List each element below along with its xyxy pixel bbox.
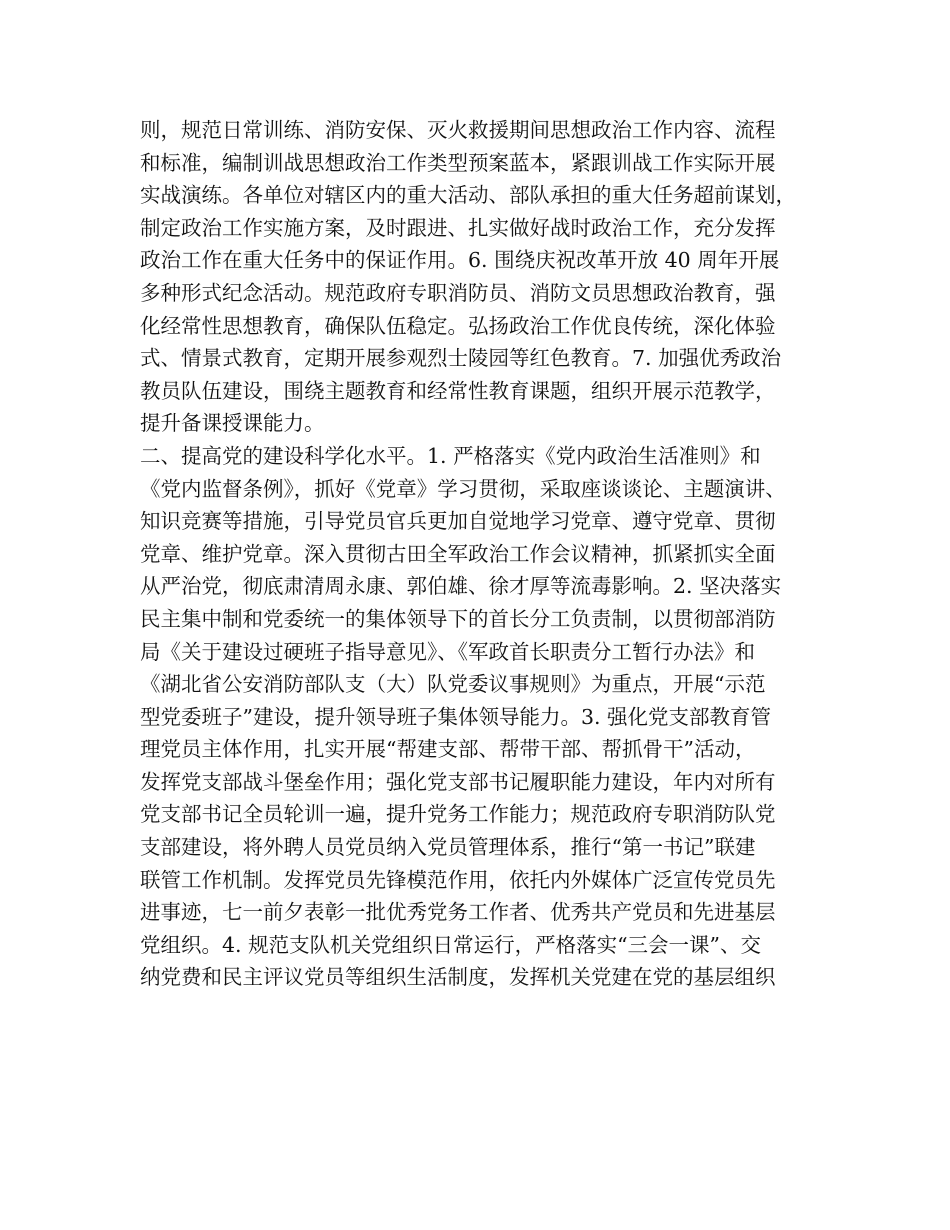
- text-line: 支部建设，将外聘人员党员纳入党员管理体系，推行“第一书记”联建: [140, 835, 756, 860]
- text-line: 民主集中制和党委统一的集体领导下的首长分工负责制，以贯彻部消防: [140, 606, 776, 631]
- text-line: 知识竞赛等措施，引导党员官兵更加自觉地学习党章、遵守党章、贯彻: [140, 509, 776, 534]
- text-line: 《湖北省公安消防部队支（大）队党委议事规则》为重点，开展“示范: [140, 672, 766, 697]
- text-line: 党支部书记全员轮训一遍，提升党务工作能力；规范政府专职消防队党: [140, 802, 776, 827]
- text-line: 局《关于建设过硬班子指导意见》、《军政首长职责分工暂行办法》和: [140, 639, 755, 664]
- text-line: 教员队伍建设，围绕主题教育和经常性教育课题，组织开展示范教学，: [140, 378, 776, 403]
- text-line: 化经常性思想教育，确保队伍稳定。弘扬政治工作优良传统，深化体验: [140, 313, 776, 338]
- body-text: [140, 114, 830, 994]
- text-line: 提升备课授课能力。: [140, 411, 325, 436]
- text-line: 和标准，编制训战思想政治工作类型预案蓝本，紧跟训战工作实际开展: [140, 150, 776, 175]
- text-line: 式、情景式教育，定期开展参观烈士陵园等红色教育。7. 加强优秀政治: [140, 346, 782, 371]
- text-line: 纳党费和民主评议党员等组织生活制度，发挥机关党建在党的基层组织: [140, 965, 776, 990]
- text-line: 则，规范日常训练、消防安保、灭火救援期间思想政治工作内容、流程: [140, 118, 776, 142]
- text-line: 进事迹，七一前夕表彰一批优秀党务工作者、优秀共产党员和先进基层: [140, 900, 776, 925]
- text-line: 实战演练。各单位对辖区内的重大活动、部队承担的重大任务超前谋划，: [140, 183, 796, 208]
- text-line: 《党内监督条例》，抓好《党章》学习贯彻，采取座谈谈论、主题演讲、: [140, 476, 786, 501]
- text-line: 型党委班子”建设，提升领导班子集体领导能力。3. 强化党支部教育管: [140, 704, 772, 729]
- text-line: 政治工作在重大任务中的保证作用。6. 围绕庆祝改革开放 40 周年开展: [140, 248, 780, 273]
- text-line: 制定政治工作实施方案，及时跟进、扎实做好战时政治工作，充分发挥: [140, 215, 776, 240]
- text-line: 党组织。4. 规范支队机关党组织日常运行，严格落实“三会一课”、交: [140, 932, 762, 957]
- text-line: 多种形式纪念活动。规范政府专职消防员、消防文员思想政治教育，强: [140, 280, 776, 305]
- text-line: 发挥党支部战斗堡垒作用；强化党支部书记履职能力建设，年内对所有: [140, 769, 776, 794]
- text-line: 联管工作机制。发挥党员先锋模范作用，依托内外媒体广泛宣传党员先: [140, 867, 776, 892]
- text-line: 从严治党，彻底肃清周永康、郭伯雄、徐才厚等流毒影响。2. 坚决落实: [140, 574, 782, 599]
- section-heading-line: 二、提高党的建设科学化水平。1. 严格落实《党内政治生活准则》和: [140, 443, 761, 468]
- text-line: 理党员主体作用，扎实开展“帮建支部、帮带干部、帮抓骨干”活动，: [140, 737, 756, 762]
- text-line: 党章、维护党章。深入贯彻古田全军政治工作会议精神，抓紧抓实全面: [140, 541, 776, 566]
